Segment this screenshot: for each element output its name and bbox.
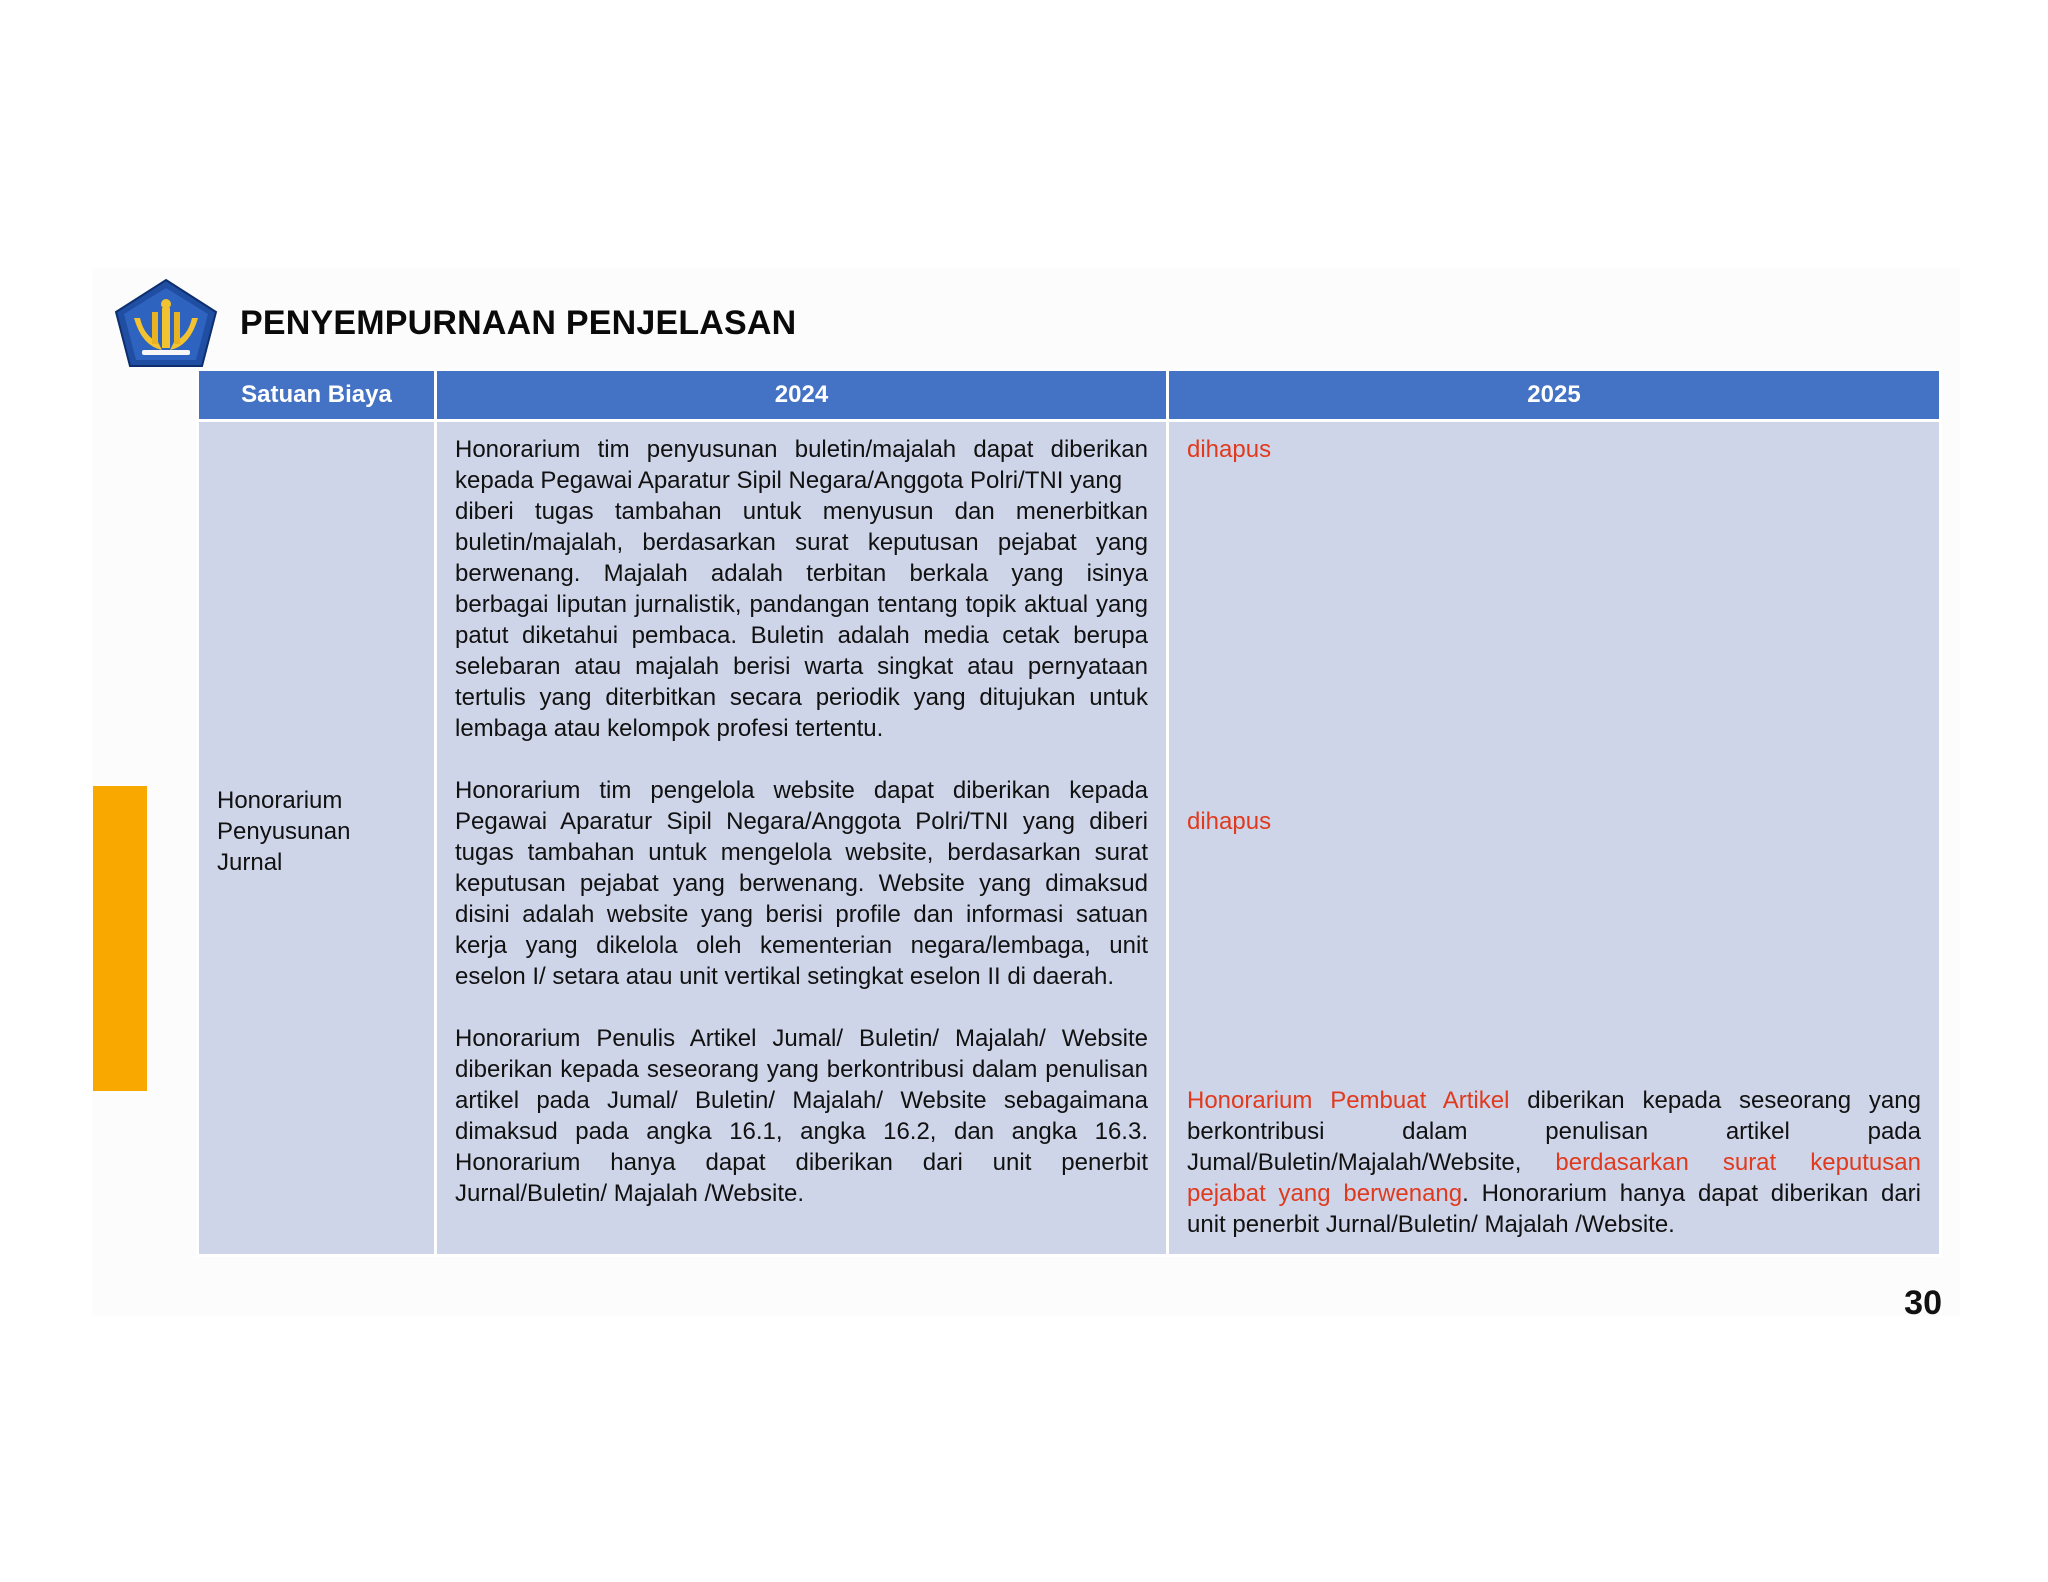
cell-2025	[1168, 421, 1941, 1256]
unit-cell	[198, 421, 436, 1256]
text-2025-deleted-2: dihapus	[1187, 808, 1272, 835]
text-2024-paragraph-3: Honorarium Penulis Artikel Jumal/ Buletin/ Majalah/ Website diberikan kepada seseorang yang berkontribusi dalam penulisan artikel pada Jumal/ Buletin/ Majalah/ Website sebagaimana dimaksud pada angka 16.1, angka 16.2, dan angka 16.3. Honorarium hanya dapat diberikan dari unit penerbit Jurnal/Buletin/ Majalah /Website.	[455, 1025, 1148, 1207]
text-2025-highlight-title: Honorarium Pembuat Artikel	[1187, 1087, 1510, 1114]
text-2025-deleted-1: dihapus	[1187, 436, 1272, 463]
text-2024-paragraph-2: Honorarium tim pengelola website dapat diberikan kepada Pegawai Aparatur Sipil Negara/Anggota Polri/TNI yang diberi tugas tambahan untuk mengelola website, berdasarkan surat keputusan pejabat yang berwenang. Website yang dimaksud disini adalah website yang berisi profile dan informasi satuan kerja yang dikelola oleh kementerian negara/lembaga, unit eselon I/ setara atau unit vertikal setingkat eselon II di daerah.	[455, 777, 1148, 990]
header-satuan-biaya: Satuan Biaya	[198, 370, 436, 421]
text-2024-paragraph-1b: diberi tugas tambahan untuk menyusun dan menerbitkan buletin/majalah, berdasarkan surat keputusan pejabat yang berwenang. Majalah adalah terbitan berkala yang isinya berbagai liputan jurnalistik, pandangan tentang topik aktual yang patut diketahui pembaca. Buletin adalah media cetak berupa selebaran atau majalah berisi warta singkat atau pernyataan tertulis yang diterbitkan secara periodik yang ditujukan untuk lembaga atau kelompok profesi tertentu.	[455, 498, 1148, 742]
unit-label: Honorarium Penyusunan Jurnal	[217, 786, 351, 876]
text-2024-paragraph-1a: Honorarium tim penyusunan buletin/majalah dapat diberikan kepada Pegawai Aparatur Sipil Negara/Anggota Polri/TNI yang	[455, 436, 1148, 494]
accent-bar	[93, 786, 147, 1091]
cell-2024	[436, 421, 1168, 1256]
header-2024: 2024	[436, 370, 1168, 421]
header-2025: 2025	[1168, 370, 1941, 421]
table-header-row	[198, 370, 1941, 421]
text-2025-highlight-sk: berdasarkan surat keputusan pejabat yang berwenang	[1187, 1149, 1921, 1207]
comparison-table	[196, 368, 1942, 1257]
table-row	[198, 421, 1941, 1256]
page-number: 30	[1904, 1284, 1942, 1322]
text-2025-body-1: diberikan kepada seseorang yang berkontribusi dalam penulisan artikel pada Jumal/Buletin/Majalah/Website,	[1187, 1087, 1921, 1176]
slide-title: PENYEMPURNAAN PENJELASAN	[240, 304, 797, 342]
text-2025-body-2: . Honorarium hanya dapat diberikan dari unit penerbit Jurnal/Buletin/ Majalah /Website.	[1187, 1180, 1921, 1238]
text-2025-paragraph-3	[1187, 1085, 1921, 1240]
kemenkeu-logo-icon	[112, 278, 220, 370]
